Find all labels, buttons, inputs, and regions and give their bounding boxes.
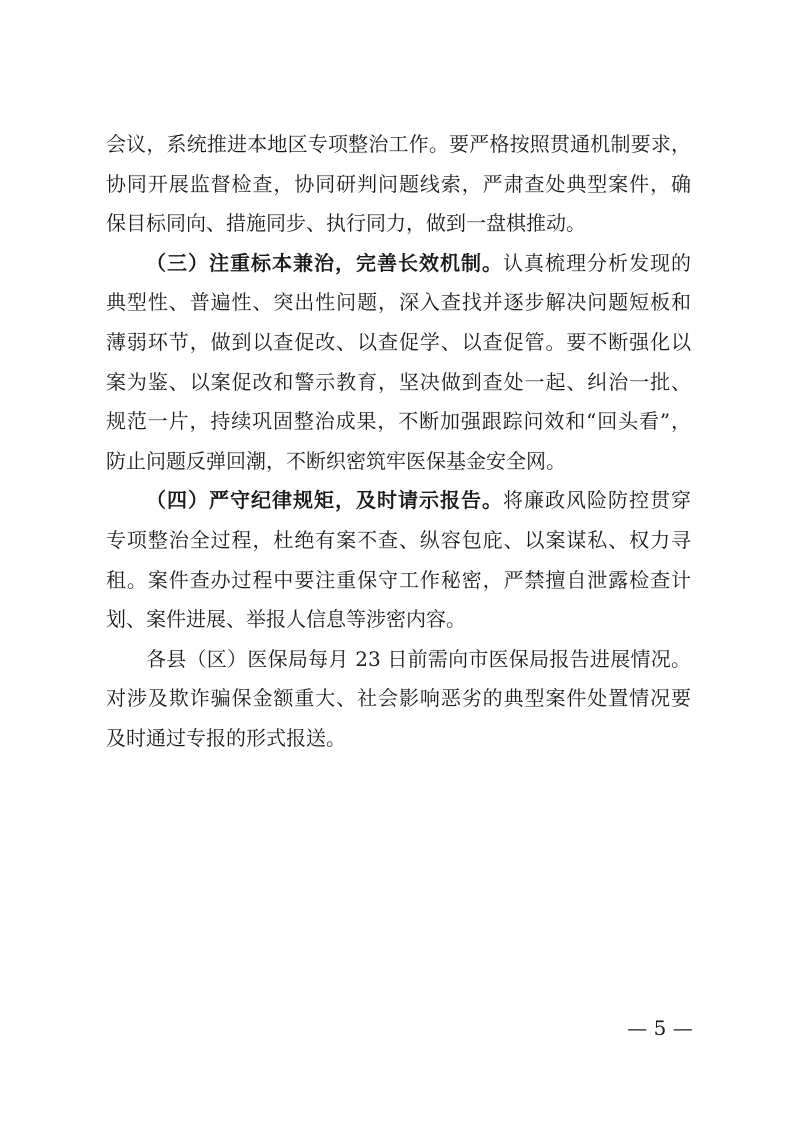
text-line: 对涉及欺诈骗保金额重大、社会影响恶劣的典型案件处置情况要 bbox=[106, 686, 691, 711]
text-line: 各县（区）医保局每月 23 日前需向市医保局报告进展情况。 bbox=[146, 646, 691, 671]
text-line: 协同开展监督检查，协同研判问题线索，严肃查处典型案件，确 bbox=[106, 171, 691, 196]
text-line: 薄弱环节，做到以查促改、以查促学、以查促管。要不断强化以 bbox=[106, 329, 691, 354]
text-line: 及时通过专报的形式报送。 bbox=[106, 725, 346, 750]
text-line: 会议，系统推进本地区专项整治工作。要严格按照贯通机制要求， bbox=[106, 132, 691, 156]
text-line bbox=[106, 481, 691, 521]
section-heading-4: （四）严守纪律规矩，及时请示报告。 bbox=[146, 488, 503, 513]
text-line: 专项整治全过程，杜绝有案不查、纵容包庇、以案谋私、权力寻 bbox=[106, 527, 691, 552]
text-line: 案为鉴、以案促改和警示教育，坚决做到查处一起、纠治一批、 bbox=[106, 369, 691, 394]
text-line: 规范一片，持续巩固整治成果，不断加强跟踪问效和“回头看”， bbox=[106, 409, 691, 434]
text-run: 认真梳理分析发现的 bbox=[503, 250, 691, 275]
text-line: 防止问题反弹回潮，不断织密筑牢医保基金安全网。 bbox=[106, 448, 566, 473]
section-heading-3: （三）注重标本兼治，完善长效机制。 bbox=[146, 250, 503, 275]
text-line: 典型性、普遍性、突出性问题，深入查找并逐步解决问题短板和 bbox=[106, 290, 691, 315]
paragraph-1 bbox=[106, 125, 691, 244]
text-line: 保目标同向、措施同步、执行同力，做到一盘棋推动。 bbox=[106, 211, 586, 236]
text-line: 租。案件查办过程中要注重保守工作秘密，严禁擅自泄露检查计 bbox=[106, 567, 691, 592]
text-line: 划、案件进展、举报人信息等涉密内容。 bbox=[106, 607, 466, 632]
document-body bbox=[106, 125, 691, 759]
paragraph-reporting bbox=[106, 640, 691, 759]
paragraph-section-3 bbox=[106, 244, 691, 482]
page-number: — 5 — bbox=[627, 1016, 693, 1040]
text-line bbox=[106, 244, 691, 284]
text-run: 将廉政风险防控贯穿 bbox=[503, 488, 691, 513]
paragraph-section-4 bbox=[106, 481, 691, 639]
